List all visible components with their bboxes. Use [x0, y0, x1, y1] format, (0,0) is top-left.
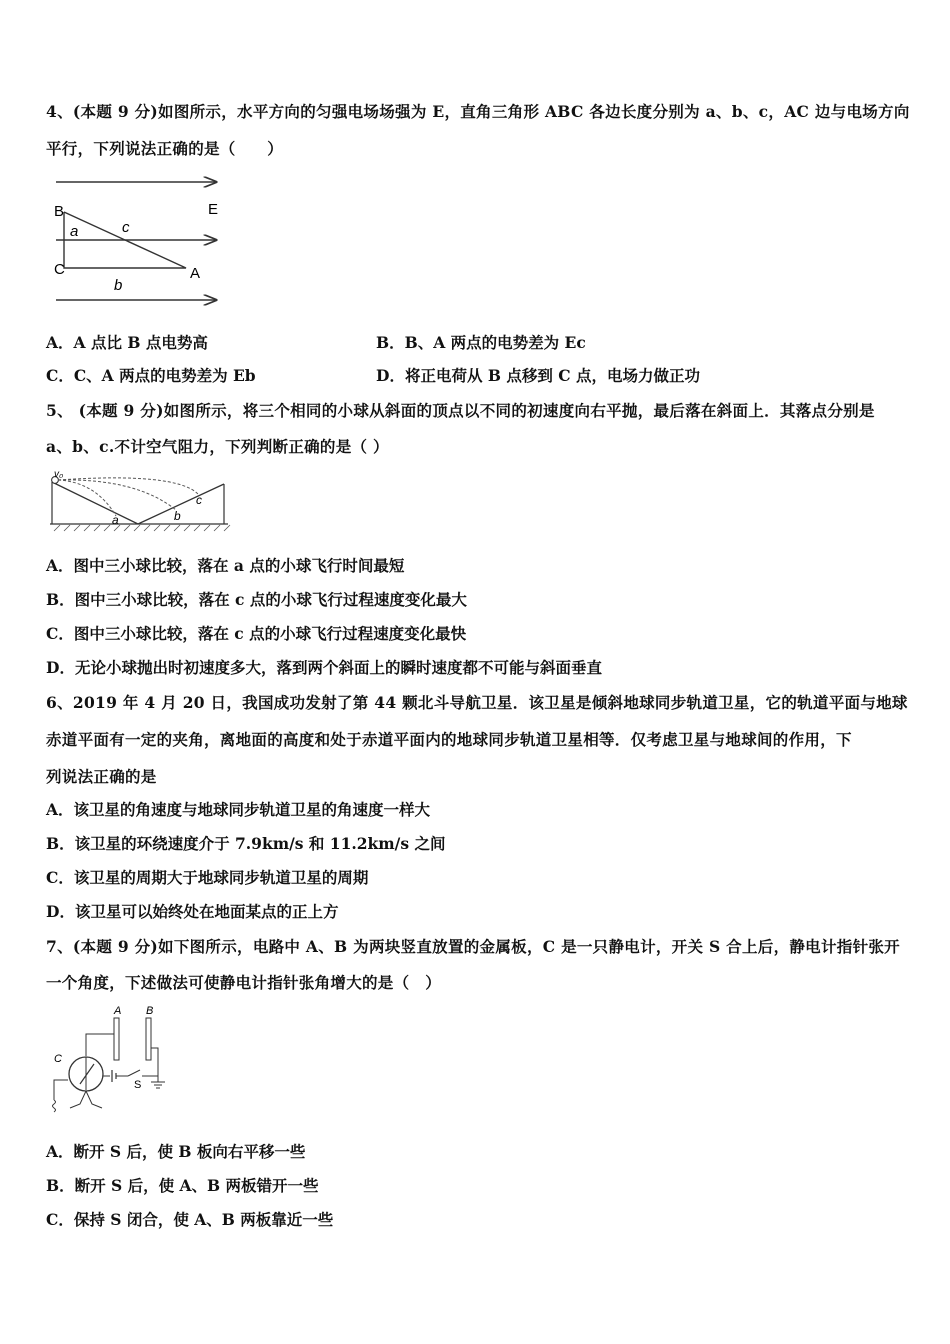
q4-option-d[interactable]: D．将正电荷从 B 点移到 C 点，电场力做正功: [376, 366, 700, 385]
label-S: S: [134, 1079, 142, 1091]
label-a: a: [112, 513, 119, 527]
q5-option-c[interactable]: C．图中三小球比较，落在 c 点的小球飞行过程速度变化最快: [46, 624, 467, 643]
label-b: b: [114, 277, 123, 294]
q6-option-c[interactable]: C．该卫星的周期大于地球同步轨道卫星的周期: [46, 868, 369, 887]
label-b: b: [174, 509, 181, 523]
label-A: A: [190, 265, 201, 282]
q5-stem-line1: 5、 (本题 9 分)如图所示，将三个相同的小球从斜面的顶点以不同的初速度向右平抛，最后落在斜面上．其落点分别是: [46, 401, 875, 420]
q7-stem-line2: 一个角度，下述做法可使静电计指针张角增大的是（ ）: [46, 973, 442, 992]
label-B: B: [146, 1005, 154, 1017]
q6-stem-line1: 6、2019 年 4 月 20 日，我国成功发射了第 44 颗北斗导航卫星．该卫星是倾斜地球同步轨道卫星，它的轨道平面与地球: [46, 693, 908, 712]
q5-stem-line2: a、b、c.不计空气阻力，下列判断正确的是（ ）: [46, 437, 389, 456]
label-C: C: [54, 261, 65, 278]
label-c: c: [196, 493, 202, 507]
q6-option-b[interactable]: B．该卫星的环绕速度介于 7.9km/s 和 11.2km/s 之间: [46, 834, 446, 853]
label-A: A: [114, 1005, 122, 1017]
q5-option-d[interactable]: D．无论小球抛出时初速度多大，落到两个斜面上的瞬时速度都不可能与斜面垂直: [46, 658, 602, 677]
q4-option-a[interactable]: A．A 点比 B 点电势高: [46, 333, 208, 352]
q4-stem-line2: 平行，下列说法正确的是（ ）: [46, 139, 284, 158]
q4-figure-electric-field-triangle: [50, 170, 230, 310]
q4-stem-line1: 4、(本题 9 分)如图所示，水平方向的匀强电场场强为 E，直角三角形 ABC 各边长度分别为 a、b、c，AC 边与电场方向: [46, 102, 910, 121]
q7-stem-line1: 7、(本题 9 分)如下图所示，电路中 A、B 为两块竖直放置的金属板，C 是一只静电计，开关 S 合上后，静电计指针张开: [46, 937, 900, 956]
q7-figure-electrometer-circuit: [46, 1004, 176, 1122]
q7-option-b[interactable]: B．断开 S 后，使 A、B 两板错开一些: [46, 1176, 319, 1195]
q7-option-a[interactable]: A．断开 S 后，使 B 板向右平移一些: [46, 1142, 306, 1161]
q6-option-a[interactable]: A．该卫星的角速度与地球同步轨道卫星的角速度一样大: [46, 800, 431, 819]
q5-option-a[interactable]: A．图中三小球比较，落在 a 点的小球飞行时间最短: [46, 556, 405, 575]
q7-option-c[interactable]: C．保持 S 闭合，使 A、B 两板靠近一些: [46, 1210, 334, 1229]
label-B: B: [54, 203, 65, 220]
q6-stem-line3: 列说法正确的是: [46, 767, 157, 786]
label-a: a: [70, 223, 79, 240]
q5-option-b[interactable]: B．图中三小球比较，落在 c 点的小球飞行过程速度变化最大: [46, 590, 467, 609]
q4-option-b[interactable]: B．B、A 两点的电势差为 Ec: [376, 333, 586, 352]
label-C: C: [54, 1053, 62, 1065]
q6-stem-line2: 赤道平面有一定的夹角，离地面的高度和处于赤道平面内的地球同步轨道卫星相等．仅考虑卫星与地球间的作用，下: [46, 730, 852, 749]
q4-option-c[interactable]: C．C、A 两点的电势差为 Eb: [46, 366, 256, 385]
q5-figure-projectile-slopes: [46, 468, 236, 536]
q6-option-d[interactable]: D．该卫星可以始终处在地面某点的正上方: [46, 902, 339, 921]
label-E: E: [208, 201, 219, 218]
label-c: c: [122, 219, 130, 236]
label-v0: v₀: [54, 469, 64, 480]
